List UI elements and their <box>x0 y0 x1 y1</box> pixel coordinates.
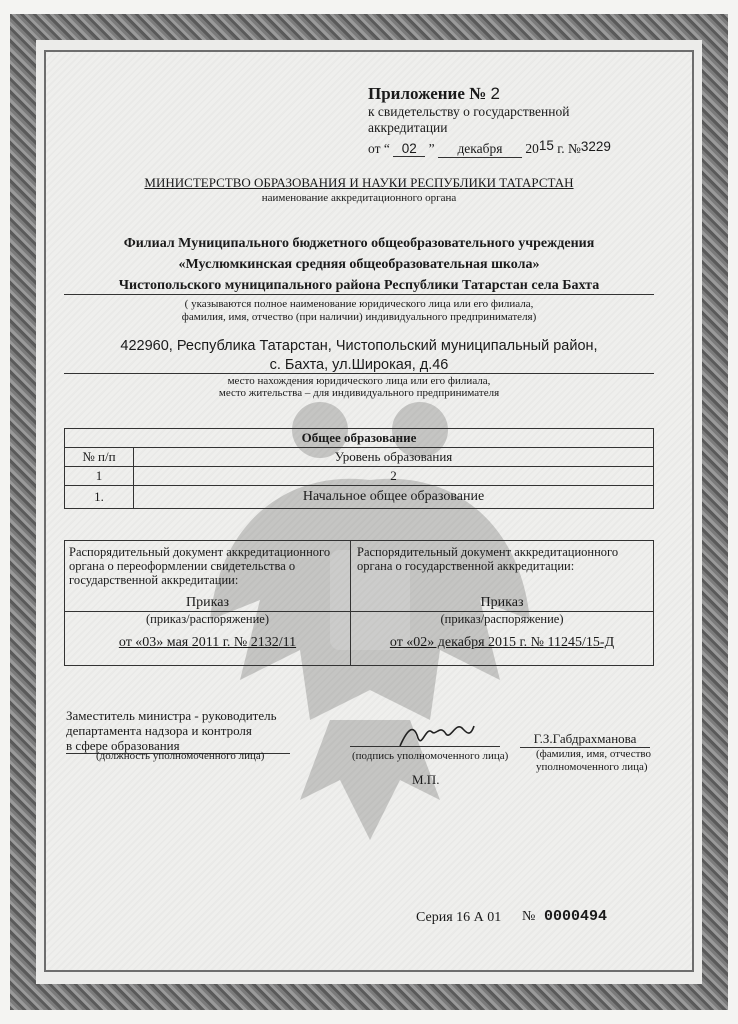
name-caption: (фамилия, имя, отчество уполномоченного лица) <box>536 748 652 773</box>
form-number: 0000494 <box>544 908 608 925</box>
address-caption-2: место жительства – для индивидуального предпринимателя <box>218 387 500 399</box>
row-number: 1. <box>65 486 134 509</box>
document-left-heading: Распорядительный документ аккредитационного органа о переоформлении свидетельства о государственной аккредитации: <box>69 545 331 587</box>
authority-name: МИНИСТЕРСТВО ОБРАЗОВАНИЯ И НАУКИ РЕСПУБЛИКИ ТАТАРСТАН <box>144 175 574 190</box>
document-right <box>351 541 653 665</box>
signature-line <box>350 746 500 747</box>
signatory-position: Заместитель министра - руководитель департамента надзора и контроля в сфере образования <box>66 708 290 754</box>
position-caption: (должность уполномоченного лица) <box>96 750 265 762</box>
organization-line-3: Чистопольского муниципального района Республики Татарстан села Бахта <box>64 278 654 295</box>
organization-line-1: Филиал Муниципального бюджетного общеобразовательного учреждения <box>123 236 595 251</box>
document-left-reference: от «03» мая 2011 г. № 2132/11 <box>118 635 297 650</box>
organization-caption-1: ( указываются полное наименование юридического лица или его филиала, <box>184 298 534 310</box>
numbering-cell: 2 <box>134 467 654 486</box>
address-caption-1: место нахождения юридического лица или его филиала, <box>227 375 491 387</box>
document-right-type-caption: (приказ/распоряжение) <box>440 612 564 626</box>
document-right-type: Приказ <box>351 595 653 612</box>
numbering-cell: 1 <box>65 467 134 486</box>
organization-line-2: «Муслюмкинская средняя общеобразовательная школа» <box>178 257 540 272</box>
number-label: № <box>522 909 536 924</box>
document-left-type: Приказ <box>65 595 350 612</box>
document-left-type-caption: (приказ/распоряжение) <box>145 612 270 626</box>
appendix-title: Приложение № 2 <box>368 84 500 103</box>
column-header-number: № п/п <box>65 448 134 467</box>
column-header-level: Уровень образования <box>134 448 654 467</box>
education-table <box>64 428 654 509</box>
document-left <box>65 541 351 665</box>
address-line-2: с. Бахта, ул.Широкая, д.46 <box>64 357 654 374</box>
documents-box <box>64 540 654 666</box>
document-right-heading: Распорядительный документ аккредитационного органа о государственной аккредитации: <box>357 545 619 573</box>
authority-caption: наименование аккредитационного органа <box>261 192 457 204</box>
organization-caption-2: фамилия, имя, отчество (при наличии) индивидуального предпринимателя) <box>181 311 537 323</box>
signature-caption: (подпись уполномоченного лица) <box>352 750 509 762</box>
signatory-name: Г.З.Габдрахманова <box>520 731 650 748</box>
series-label: Серия 16 А 01 <box>416 910 502 925</box>
document-right-reference: от «02» декабря 2015 г. № 11245/15-Д <box>389 635 615 650</box>
stamp-place: М.П. <box>412 772 440 787</box>
table-row <box>65 486 654 509</box>
appendix-date: от “ 02 ” декабря 2015 г. №3229 <box>368 138 611 156</box>
row-education-level: Начальное общее образование <box>134 486 654 509</box>
address-line-1: 422960, Республика Татарстан, Чистопольский муниципальный район, <box>120 338 598 354</box>
education-section-title: Общее образование <box>65 429 654 448</box>
certificate-reference: к свидетельству о государственной аккредитации <box>368 104 570 135</box>
